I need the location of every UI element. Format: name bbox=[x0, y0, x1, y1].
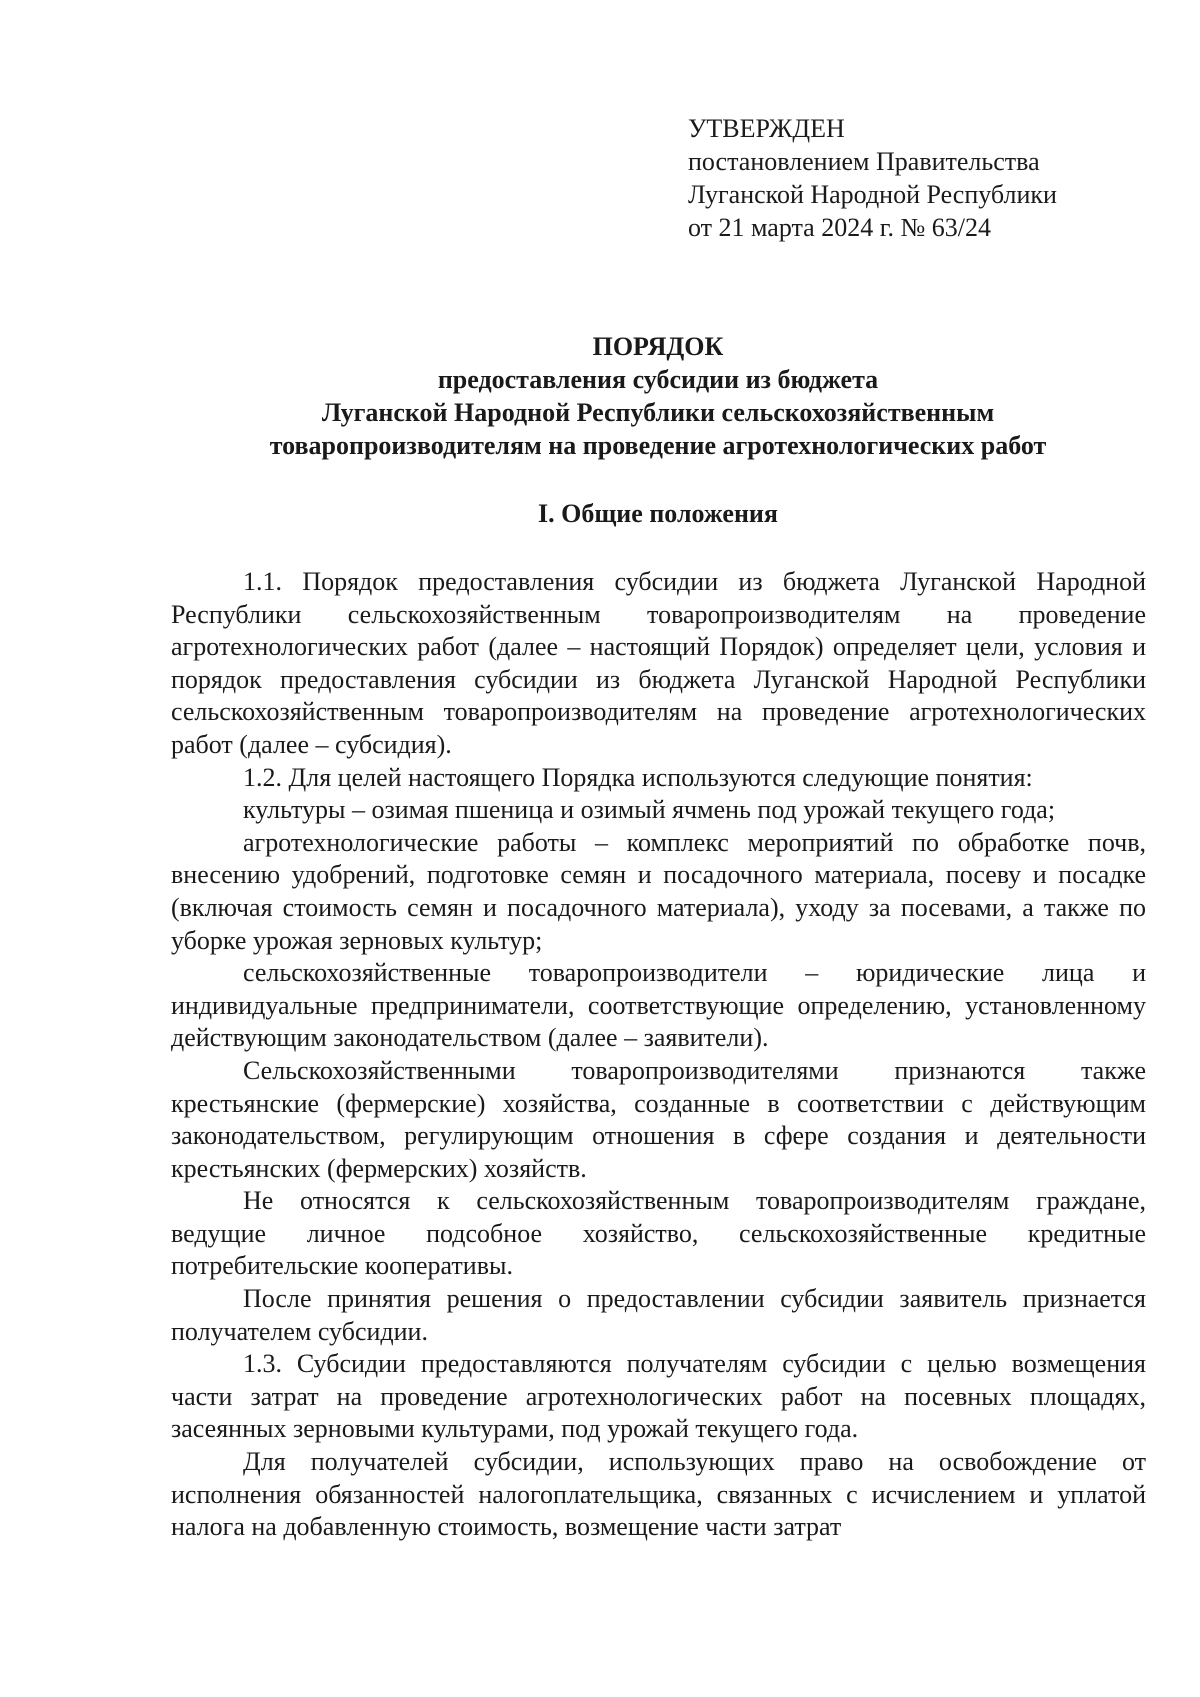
paragraph: 1.2. Для целей настоящего Порядка используются следующие понятия: bbox=[243, 762, 1033, 792]
paragraph: агротехнологические работы – комплекс мероприятий по обработке почв, внесению удобрений, подготовке семян и посадочного материала, посеву и посадке (включая стоимость семян и посадочного материала), уходу за посевами, а также по уборке урожая зерновых культур; bbox=[171, 827, 1146, 955]
approval-line: постановлением Правительства bbox=[688, 147, 1040, 176]
section-heading: I. Общие положения bbox=[538, 499, 778, 528]
approval-date: от 21 марта 2024 г. № 63/24 bbox=[688, 213, 991, 242]
paragraph: После принятия решения о предоставлении субсидии заявитель признается получателем субсидии. bbox=[171, 1284, 1146, 1346]
paragraph: Не относятся к сельскохозяйственным товаропроизводителям граждане, ведущие личное подсобное хозяйство, сельскохозяйственные кредитные потребительские кооперативы. bbox=[171, 1186, 1146, 1281]
approval-title: УТВЕРЖДЕН bbox=[688, 114, 845, 143]
paragraph: 1.3. Субсидии предоставляются получателям субсидии с целью возмещения части затрат на проведение агротехнологических работ на посевных площадях, засеянных зерновыми культурами, под урожай текущего года. bbox=[171, 1349, 1146, 1444]
approval-line: Луганской Народной Республики bbox=[688, 180, 1057, 209]
title-line: товаропроизводителям на проведение агротехнологических работ bbox=[269, 431, 1047, 460]
paragraph: культуры – озимая пшеница и озимый ячмень под урожай текущего года; bbox=[243, 795, 1056, 825]
approval-stamp-block bbox=[688, 112, 1057, 244]
paragraph: Сельскохозяйственными товаропроизводителями признаются также крестьянские (фермерские) хозяйства, созданные в соответствии с действующим законодательством, регулирующим отношения в сфере создания и деятельности крестьянских (фермерских) хозяйств. bbox=[171, 1055, 1146, 1183]
document-title bbox=[170, 330, 1146, 462]
document-body bbox=[171, 566, 1146, 1544]
paragraph: сельскохозяйственные товаропроизводители – юридические лица и индивидуальные предприниматели, соответствующие определению, установленному действующим законодательством (далее – заявители). bbox=[171, 958, 1146, 1053]
title-line: Луганской Народной Республики сельскохозяйственным bbox=[321, 398, 995, 427]
title-heading: ПОРЯДОК bbox=[592, 332, 724, 361]
title-line: предоставления субсидии из бюджета bbox=[437, 365, 879, 394]
paragraph: Для получателей субсидии, использующих право на освобождение от исполнения обязанностей налогоплательщика, связанных с исчислением и уплатой налога на добавленную стоимость, возмещение части затрат bbox=[171, 1447, 1146, 1542]
paragraph: 1.1. Порядок предоставления субсидии из бюджета Луганской Народной Республики сельскохозяйственным товаропроизводителям на проведение агротехнологических работ (далее – настоящий Порядок) определяет цели, условия и порядок предоставления субсидии из бюджета Луганской Народной Республики сельскохозяйственным товаропроизводителям на проведение агротехнологических работ (далее – субсидия). bbox=[171, 567, 1146, 759]
